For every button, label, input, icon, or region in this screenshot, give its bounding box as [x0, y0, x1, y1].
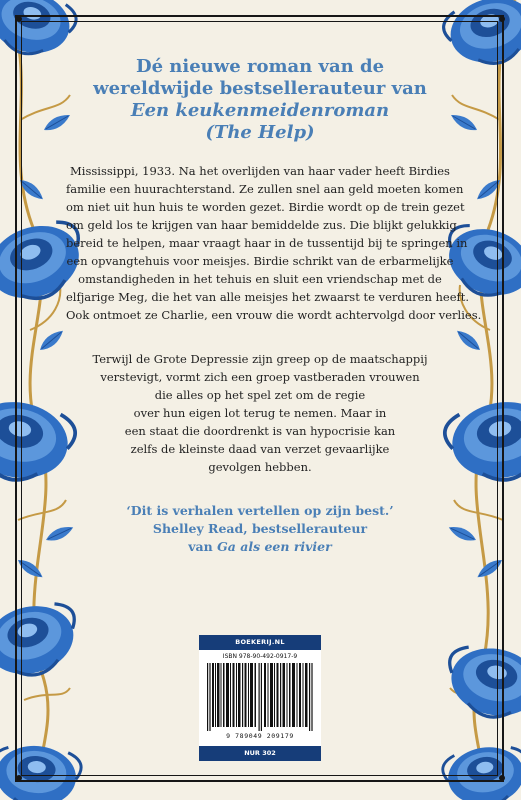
barcode-digits: 9 789049 209179: [226, 732, 294, 740]
blurb-line: familie een huurachterstand. Ze zullen snel aan geld moeten komen: [66, 182, 464, 196]
nur-code: NUR 302: [199, 746, 321, 761]
publisher-url: BOEKERIJ.NL: [199, 635, 321, 650]
barcode-icon: [207, 663, 313, 731]
blurb-line: om niet uit hun huis te worden gezet. Birdie wordt op de trein gezet: [66, 200, 465, 214]
blurb-line: bereid te helpen, maar vraagt haar in de tussentijd bij te springen in: [66, 236, 468, 250]
barcode-block: [199, 635, 321, 761]
blurb-line: een opvangtehuis voor meisjes. Birdie schrikt van de erbarmelijke: [66, 254, 454, 268]
tagline-heading: [66, 56, 454, 144]
blurb-line: elfjarige Meg, die het van alle meisjes het zwaarst te verduren heeft.: [66, 290, 470, 304]
blurb-line: Terwijl de Grote Depressie zijn greep op de maatschappij: [92, 352, 428, 366]
barcode-area: [199, 650, 321, 746]
blurb-line: Mississippi, 1933. Na het overlijden van haar vader heeft Birdies: [70, 164, 450, 178]
blurb-line: verstevigt, vormt zich een groep vastberaden vrouwen: [100, 370, 420, 384]
quote-attribution: Shelley Read, bestsellerauteur: [152, 521, 368, 536]
quote-text: ‘Dit is verhalen vertellen op zijn best.’: [126, 503, 394, 518]
review-quote: [66, 502, 454, 556]
blurb-line: over hun eigen lot terug te nemen. Maar in: [133, 406, 387, 420]
tagline-book-title: Een keukenmeidenroman: [130, 100, 390, 121]
blurb-line: zelfs de kleinste daad van verzet gevaarlijke: [130, 442, 390, 456]
isbn-number: ISBN 978-90-492-0917-9: [222, 653, 298, 660]
blurb-line: die alles op het spel zet om de regie: [154, 388, 366, 402]
tagline-line: wereldwijde bestsellerauteur van: [93, 78, 427, 99]
tagline-original-title: (The Help): [205, 122, 315, 143]
blurb-line: omstandigheden in het tehuis en sluit een vriendschap met de: [78, 272, 442, 286]
quote-source-title: Ga als een rivier: [217, 539, 332, 554]
blurb-paragraph-2: [66, 350, 454, 476]
blurb-line: om geld los te krijgen van haar bemiddelde zus. Die blijkt gelukkig: [66, 218, 457, 232]
tagline-line: Dé nieuwe roman van de: [135, 56, 385, 77]
blurb-paragraph-1: [66, 162, 482, 324]
blurb-line: een staat die doordrenkt is van hypocrisie kan: [124, 424, 396, 438]
blurb-line: gevolgen hebben.: [208, 460, 312, 474]
quote-source: [66, 538, 454, 556]
blurb-line: Ook ontmoet ze Charlie, een vrouw die wordt achtervolgd door verlies.: [66, 308, 482, 322]
quote-source-prefix: van: [188, 539, 213, 554]
